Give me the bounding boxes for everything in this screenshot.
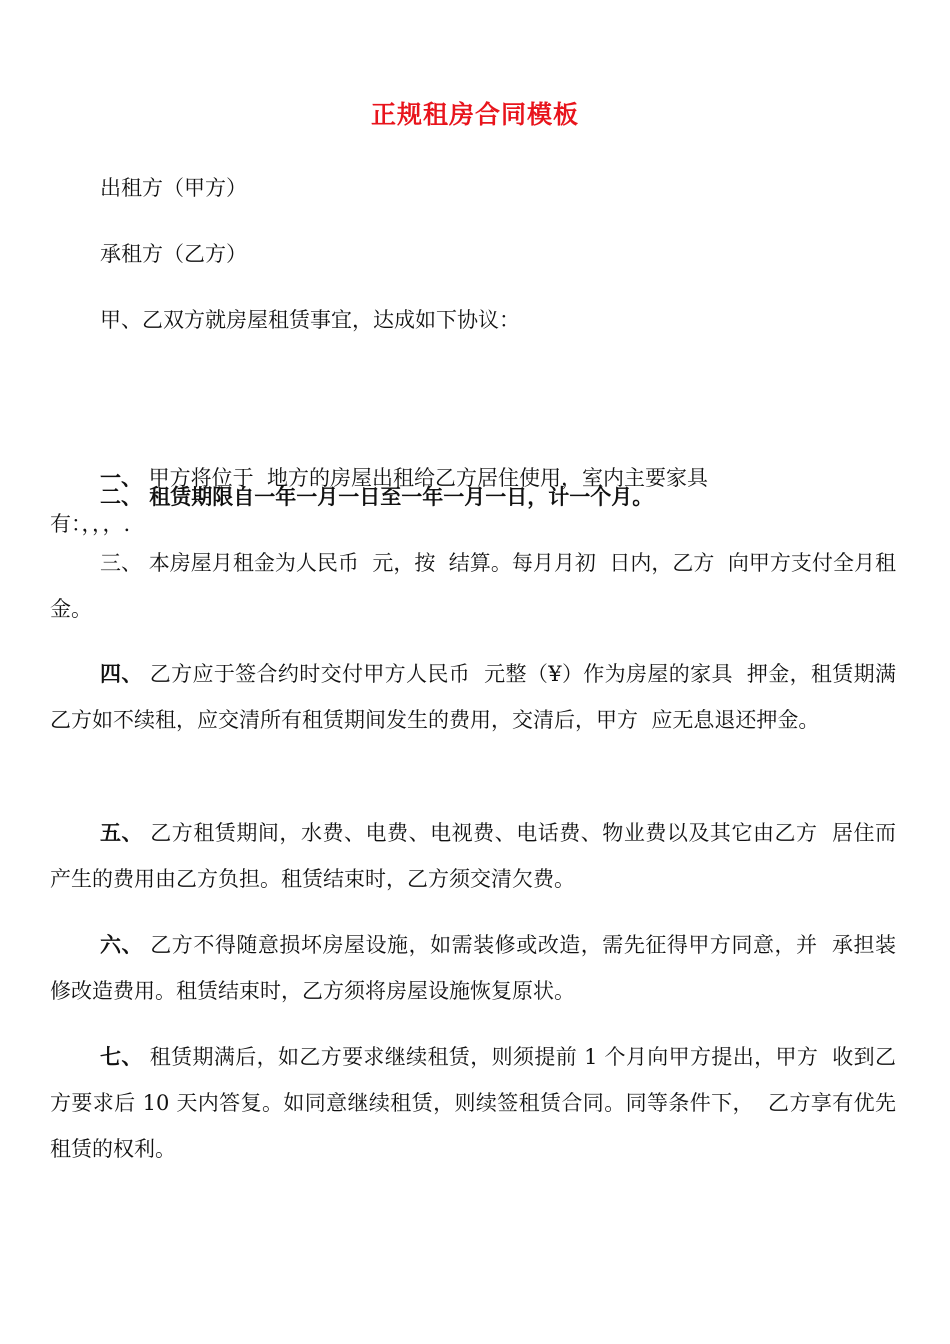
clause-number: 二、 [100, 484, 142, 509]
clause-number: 五、 [100, 820, 144, 845]
clause-2 [50, 474, 896, 520]
clause-number: 一、 [100, 465, 142, 490]
clause-number: 三、 [100, 551, 143, 575]
document-title: 正规租房合同模板 [370, 100, 579, 129]
clause-number: 四、 [100, 661, 143, 686]
lessee-line: 承租方（乙方） [100, 242, 247, 266]
clause-5 [50, 810, 896, 902]
clause-4 [50, 651, 896, 743]
clause-number: 六、 [100, 932, 144, 957]
clause-3 [50, 540, 896, 632]
clause-number: 七、 [100, 1044, 143, 1069]
clause-text: 甲方将位于 地方的房屋出租给乙方居住使用，室内主要家具 [142, 466, 709, 490]
clause-text: 乙方应于签合约时交付甲方人民币 元整（¥）作为房屋的家具 押金，租赁期满乙方如不续租，应交清所有租赁期间发生的费用，交清后，甲方 应无息退还押金。 [50, 662, 897, 732]
clause-text: 租赁期限自一年一月一日至一年一月一日，计一个月。 [142, 484, 654, 509]
clause-text: 乙方租赁期间，水费、电费、电视费、电话费、物业费以及其它由乙方 居住而产生的费用由乙方负担。租赁结束时，乙方须交清欠费。 [50, 821, 897, 891]
clause-text: 租赁期满后，如乙方要求继续租赁，则须提前 1 个月向甲方提出，甲方 收到乙方要求后 10 天内答复。如同意继续租赁，则续签租赁合同。同等条件下， 乙方享有优先租赁的权利。 [50, 1045, 897, 1161]
clause-text-continued: 有：，，，. [50, 512, 131, 536]
clause-7 [50, 1034, 896, 1172]
lessor-line: 出租方（甲方） [100, 176, 247, 200]
clause-text: 本房屋月租金为人民币 元，按 结算。每月月初 日内，乙方 向甲方支付全月租金。 [50, 551, 897, 621]
clause-6 [50, 922, 896, 1014]
intro-line: 甲、乙双方就房屋租赁事宜，达成如下协议： [100, 308, 520, 332]
clause-text: 乙方不得随意损坏房屋设施，如需装修或改造，需先征得甲方同意，并 承担装修改造费用。租赁结束时，乙方须将房屋设施恢复原状。 [50, 933, 897, 1003]
